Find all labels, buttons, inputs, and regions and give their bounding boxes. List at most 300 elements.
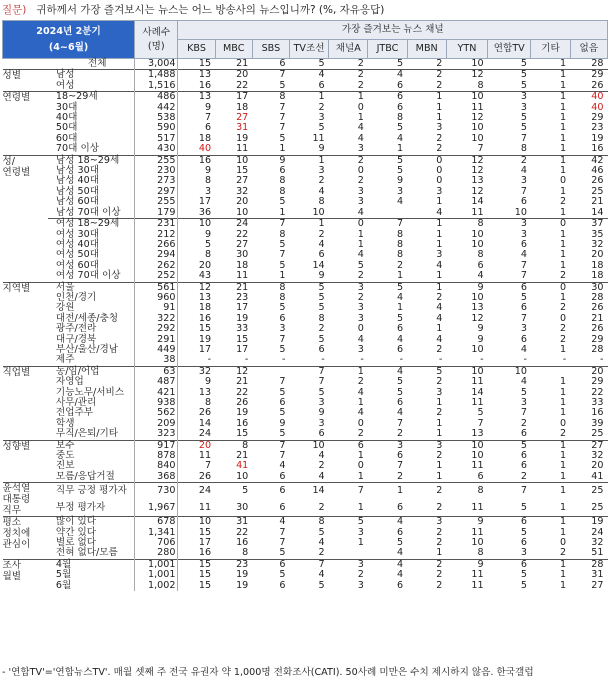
sample-size: 38: [135, 355, 178, 366]
value-cell: 7: [252, 440, 289, 451]
value-cell: 27: [570, 440, 607, 451]
value-cell: 2: [436, 569, 443, 581]
column-header: JTBC: [368, 40, 407, 59]
value-cell: 3: [436, 122, 443, 134]
column-header: MBC: [215, 40, 252, 59]
sample-size: 706: [135, 538, 178, 548]
value-cell: 10: [312, 206, 325, 218]
value-cell: 18: [591, 259, 604, 271]
value-cell: 5: [520, 526, 527, 538]
value-cell: 22: [236, 228, 249, 240]
sample-size: 280: [135, 548, 178, 559]
value-cell: 1: [560, 526, 567, 538]
value-cell: 5: [329, 517, 368, 528]
value-cell: 33: [591, 397, 604, 408]
row-label: 사무/관리: [55, 397, 97, 408]
value-cell: 22: [591, 386, 604, 398]
value-cell: 5: [279, 428, 286, 440]
row-label: 남성 50대: [55, 185, 99, 197]
sample-size: 294: [135, 250, 178, 260]
value-cell: -: [562, 354, 567, 366]
value-cell: 4: [279, 460, 286, 472]
column-header: 연합TV: [488, 40, 531, 59]
value-cell: 4: [396, 291, 404, 303]
value-cell: 2: [318, 175, 325, 187]
value-cell: 1: [560, 397, 567, 408]
value-cell: 7: [279, 450, 286, 462]
value-cell: 7: [329, 483, 368, 500]
value-cell: 1: [329, 366, 368, 377]
value-cell: 4: [252, 517, 289, 528]
value-cell: 27: [236, 112, 249, 124]
value-cell: 4: [368, 517, 407, 528]
sample-size: 266: [135, 240, 178, 250]
group-label: 성별: [3, 70, 48, 92]
value-cell: 2: [560, 270, 567, 282]
value-cell: [329, 548, 368, 559]
value-cell: 25: [591, 185, 604, 197]
value-cell: 3: [520, 175, 527, 187]
sample-size: 1,002: [135, 581, 178, 591]
value-cell: 5: [318, 579, 325, 591]
value-cell: 2: [436, 407, 443, 419]
value-cell: 3: [520, 397, 527, 408]
value-cell: 19: [236, 312, 249, 324]
sample-size: 449: [135, 345, 178, 355]
value-cell: 4: [396, 132, 404, 144]
row-label: 6월: [55, 579, 72, 591]
column-header: 채널A: [329, 40, 368, 59]
value-cell: 41: [591, 470, 604, 482]
channels-title: 가장 즐겨보는 뉴스 채널: [178, 21, 608, 40]
value-cell: 20: [591, 460, 604, 472]
value-cell: 4: [318, 450, 325, 462]
value-cell: 2: [357, 428, 364, 440]
column-header: TV조선: [289, 40, 328, 59]
value-cell: 17: [198, 196, 212, 208]
value-cell: 7: [520, 312, 527, 324]
value-cell: 3: [279, 323, 286, 335]
value-cell: 26: [198, 470, 212, 482]
value-cell: 1: [357, 501, 364, 513]
row-label: 여성 40대: [55, 238, 99, 250]
value-cell: 2: [488, 155, 531, 166]
value-cell: 1: [560, 165, 567, 177]
value-cell: 8: [252, 282, 289, 293]
value-cell: 16: [591, 407, 604, 419]
value-cell: 12: [471, 165, 484, 177]
value-cell: 4: [396, 407, 404, 419]
value-cell: 2: [560, 547, 567, 559]
value-cell: 15: [236, 428, 249, 440]
value-cell: 10: [236, 206, 249, 218]
table-row: [3, 345, 608, 355]
value-cell: 2: [436, 143, 443, 155]
value-cell: 7: [279, 333, 286, 345]
value-cell: 21: [591, 196, 604, 208]
value-cell: 8: [477, 79, 484, 91]
value-cell: 5: [318, 526, 325, 538]
value-cell: 20: [570, 366, 607, 377]
value-cell: -: [244, 354, 249, 366]
value-cell: 8: [396, 249, 404, 261]
value-cell: 1: [436, 470, 443, 482]
value-cell: 6: [520, 428, 527, 440]
value-cell: 30: [570, 282, 607, 293]
value-cell: 2: [436, 537, 443, 549]
row-label: 여성: [55, 79, 75, 91]
value-cell: 8: [289, 517, 328, 528]
value-cell: 5: [396, 122, 404, 134]
value-cell: 10: [446, 59, 487, 70]
sample-size: 255: [135, 155, 178, 166]
row-label: 여성 18~29세: [48, 219, 135, 230]
value-cell: 19: [570, 517, 607, 528]
value-cell: 28: [591, 343, 604, 355]
value-cell: 21: [215, 282, 252, 293]
value-cell: 16: [198, 312, 212, 324]
group-label: 평소 정치에 관심이: [3, 517, 48, 560]
value-cell: 8: [477, 547, 484, 559]
column-header: YTN: [446, 40, 487, 59]
value-cell: 4: [436, 312, 443, 324]
table-row: [3, 113, 608, 123]
value-cell: 1: [560, 79, 567, 91]
value-cell: 3: [488, 219, 531, 230]
value-cell: 6: [520, 450, 527, 462]
value-cell: 8: [215, 440, 252, 451]
value-cell: 3: [520, 101, 527, 113]
value-cell: 3: [520, 228, 527, 240]
row-label: 남성 70대 이상: [55, 206, 121, 218]
sample-size: 91: [135, 303, 178, 313]
value-cell: 1: [289, 155, 328, 166]
value-cell: 4: [357, 407, 364, 419]
value-cell: 2: [436, 501, 443, 513]
value-cell: 5: [488, 70, 531, 81]
sample-size: 1,488: [135, 70, 178, 81]
value-cell: 5: [520, 501, 527, 513]
sample-size: 430: [135, 144, 178, 155]
value-cell: 1: [436, 238, 443, 250]
value-cell: 7: [252, 219, 289, 230]
value-cell: 8: [205, 397, 212, 408]
value-cell: 31: [236, 122, 249, 134]
sample-size: 63: [135, 366, 178, 377]
value-cell: 0: [407, 155, 446, 166]
row-label: 서울: [48, 282, 135, 293]
value-cell: 5: [520, 291, 527, 303]
value-cell: 32: [591, 238, 604, 250]
value-cell: 13: [198, 291, 212, 303]
value-cell: 9: [205, 101, 212, 113]
value-cell: 1: [436, 417, 443, 429]
value-cell: 1: [436, 270, 443, 282]
value-cell: 2: [436, 450, 443, 462]
table-row: [3, 355, 608, 366]
row-label: 강원: [55, 302, 75, 314]
value-cell: 6: [329, 440, 368, 451]
value-cell: 4: [318, 569, 325, 581]
table-row: [3, 70, 608, 81]
value-cell: 11: [471, 101, 484, 113]
value-cell: 19: [198, 333, 212, 345]
question-line: [2, 2, 384, 17]
value-cell: 11: [312, 132, 325, 144]
value-cell: 4: [357, 249, 364, 261]
value-cell: 11: [236, 270, 249, 282]
sample-size: 231: [135, 219, 178, 230]
sample-size: 421: [135, 388, 178, 398]
value-cell: 9: [205, 376, 212, 388]
value-cell: 1: [560, 143, 567, 155]
row-label: 60대: [55, 132, 78, 144]
sample-size: 322: [135, 314, 178, 324]
sample-size: 1,516: [135, 81, 178, 92]
value-cell: 8: [279, 291, 286, 303]
value-cell: 46: [591, 165, 604, 177]
table-row: [3, 581, 608, 591]
row-label: 여성 50대: [55, 249, 99, 261]
value-cell: 6: [279, 470, 286, 482]
value-cell: 10: [178, 517, 215, 528]
value-cell: 6: [396, 397, 404, 408]
value-cell: 3: [318, 112, 325, 124]
value-cell: 1: [560, 228, 567, 240]
column-header: KBS: [178, 40, 215, 59]
value-cell: 6: [279, 397, 286, 408]
row-label: 농/임/어업: [48, 366, 135, 377]
value-cell: 16: [198, 79, 212, 91]
value-cell: 29: [591, 333, 604, 345]
value-cell: 24: [591, 526, 604, 538]
value-cell: 6: [396, 526, 404, 538]
value-cell: 30: [236, 249, 249, 261]
value-cell: 1: [531, 440, 570, 451]
value-cell: 0: [357, 101, 364, 113]
value-cell: 12: [446, 155, 487, 166]
row-label: 남성: [48, 70, 135, 81]
value-cell: 8: [242, 547, 249, 559]
value-cell: 7: [488, 483, 531, 500]
value-cell: 21: [236, 450, 249, 462]
value-cell: 8: [396, 228, 404, 240]
value-cell: 15: [198, 323, 212, 335]
value-cell: 5: [396, 386, 404, 398]
value-cell: 29: [591, 376, 604, 388]
value-cell: 6: [520, 333, 527, 345]
value-cell: 27: [236, 175, 249, 187]
value-cell: 32: [591, 537, 604, 549]
value-cell: 11: [471, 579, 484, 591]
value-cell: 10: [446, 366, 487, 377]
value-cell: 3: [368, 440, 407, 451]
row-label: 별로 없다: [55, 537, 97, 549]
value-cell: 24: [178, 483, 215, 500]
value-cell: 1: [436, 228, 443, 240]
value-cell: 2: [357, 79, 364, 91]
value-cell: 2: [560, 196, 567, 208]
value-cell: 1: [560, 122, 567, 134]
value-cell: 25: [591, 428, 604, 440]
value-cell: 3: [357, 196, 364, 208]
value-cell: 10: [215, 155, 252, 166]
value-cell: 4: [318, 470, 325, 482]
value-cell: 12: [471, 112, 484, 124]
value-cell: 7: [396, 460, 404, 472]
value-cell: 11: [471, 526, 484, 538]
value-cell: 1: [560, 238, 567, 250]
value-cell: 11: [198, 450, 212, 462]
value-cell: 37: [570, 219, 607, 230]
value-cell: 26: [591, 175, 604, 187]
row-label: 많이 있다: [48, 517, 135, 528]
value-cell: 2: [396, 259, 404, 271]
value-cell: 5: [407, 366, 446, 377]
value-cell: 4: [520, 249, 527, 261]
value-cell: 8: [396, 112, 404, 124]
row-label: 남성 40대: [55, 175, 99, 187]
value-cell: 1: [436, 460, 443, 472]
value-cell: 6: [318, 249, 325, 261]
value-cell: 21: [591, 312, 604, 324]
value-cell: 1: [560, 450, 567, 462]
value-cell: 5: [368, 155, 407, 166]
value-cell: 4: [357, 386, 364, 398]
column-header: SBS: [252, 40, 289, 59]
value-cell: 1: [560, 185, 567, 197]
value-cell: 6: [279, 579, 286, 591]
value-cell: 20: [591, 249, 604, 261]
value-cell: 0: [531, 282, 570, 293]
sample-size: 561: [135, 282, 178, 293]
table-row: [3, 570, 608, 580]
value-cell: 2: [396, 428, 404, 440]
value-cell: 6: [252, 483, 289, 500]
value-cell: 4: [477, 270, 484, 282]
sample-size: 255: [135, 197, 178, 207]
value-cell: 1: [560, 569, 567, 581]
value-cell: -: [600, 354, 604, 366]
value-cell: 6: [252, 559, 289, 570]
value-cell: 4: [520, 343, 527, 355]
value-cell: 4: [357, 333, 364, 345]
value-cell: 2: [329, 59, 368, 70]
value-cell: 5: [520, 122, 527, 134]
value-cell: 6: [396, 323, 404, 335]
sample-size: 840: [135, 461, 178, 471]
value-cell: 10: [488, 366, 531, 377]
group-label: 성향별: [3, 440, 48, 483]
value-cell: 1: [279, 206, 286, 218]
value-cell: 33: [236, 323, 249, 335]
table-row: [3, 366, 608, 377]
row-label: 약간 있다: [55, 526, 97, 538]
value-cell: 9: [252, 155, 289, 166]
value-cell: 1: [396, 302, 404, 314]
value-cell: 21: [215, 59, 252, 70]
value-cell: 1: [436, 112, 443, 124]
value-cell: 1: [531, 483, 570, 500]
value-cell: 10: [471, 450, 484, 462]
value-cell: 4: [368, 70, 407, 81]
sample-size: 562: [135, 408, 178, 418]
value-cell: 3: [396, 185, 404, 197]
sample-size: 292: [135, 324, 178, 334]
value-cell: 5: [215, 483, 252, 500]
value-cell: 7: [279, 376, 286, 388]
results-table: [2, 20, 608, 591]
sample-size: 878: [135, 451, 178, 461]
column-header: 없음: [570, 40, 607, 59]
value-cell: 2: [520, 417, 527, 429]
value-cell: 9: [396, 175, 404, 187]
value-cell: 6: [520, 460, 527, 472]
sample-size: 297: [135, 187, 178, 197]
value-cell: 5: [279, 302, 286, 314]
value-cell: 1: [531, 70, 570, 81]
value-cell: 19: [236, 407, 249, 419]
value-cell: 5: [396, 537, 404, 549]
value-cell: 4: [436, 206, 443, 218]
table-row: [3, 271, 608, 282]
value-cell: 0: [436, 165, 443, 177]
value-cell: 5: [520, 79, 527, 91]
table-row: [3, 59, 608, 70]
value-cell: 7: [279, 112, 286, 124]
value-cell: 13: [178, 70, 215, 81]
value-cell: 1: [357, 450, 364, 462]
sample-size: 212: [135, 230, 178, 240]
value-cell: 15: [178, 59, 215, 70]
value-cell: 10: [471, 228, 484, 240]
value-cell: 6: [520, 238, 527, 250]
value-cell: 26: [198, 407, 212, 419]
value-cell: 17: [236, 343, 249, 355]
value-cell: 24: [198, 428, 212, 440]
period-line2: (4~6월): [48, 41, 89, 53]
value-cell: 5: [477, 407, 484, 419]
value-cell: 12: [446, 70, 487, 81]
value-cell: 5: [279, 132, 286, 144]
value-cell: 19: [236, 569, 249, 581]
value-cell: 6: [488, 517, 531, 528]
value-cell: 0: [357, 323, 364, 335]
row-label: 모름/응답거절: [55, 470, 115, 482]
value-cell: 13: [471, 428, 484, 440]
group-label: 성/ 연령별: [3, 155, 48, 282]
value-cell: 11: [471, 569, 484, 581]
value-cell: 39: [591, 417, 604, 429]
value-cell: 28: [570, 559, 607, 570]
value-cell: 3: [357, 579, 364, 591]
value-cell: 5: [318, 291, 325, 303]
footnote: - '연합TV'='연합뉴스TV'. 매월 셋째 주 전국 유권자 약 1,000명 전화조사(CATI). 50사례 미만은 수치 제시하지 않음. 한국갤럽: [2, 667, 534, 678]
value-cell: 7: [477, 143, 484, 155]
value-cell: 5: [279, 259, 286, 271]
value-cell: 6: [205, 122, 212, 134]
row-label: 보수: [48, 440, 135, 451]
value-cell: 2: [318, 323, 325, 335]
value-cell: 0: [357, 460, 364, 472]
value-cell: 6: [396, 450, 404, 462]
value-cell: 6: [396, 101, 404, 113]
value-cell: 5: [368, 59, 407, 70]
value-cell: 2: [436, 526, 443, 538]
value-cell: 6: [368, 92, 407, 103]
value-cell: 16: [236, 417, 249, 429]
value-cell: 16: [591, 143, 604, 155]
